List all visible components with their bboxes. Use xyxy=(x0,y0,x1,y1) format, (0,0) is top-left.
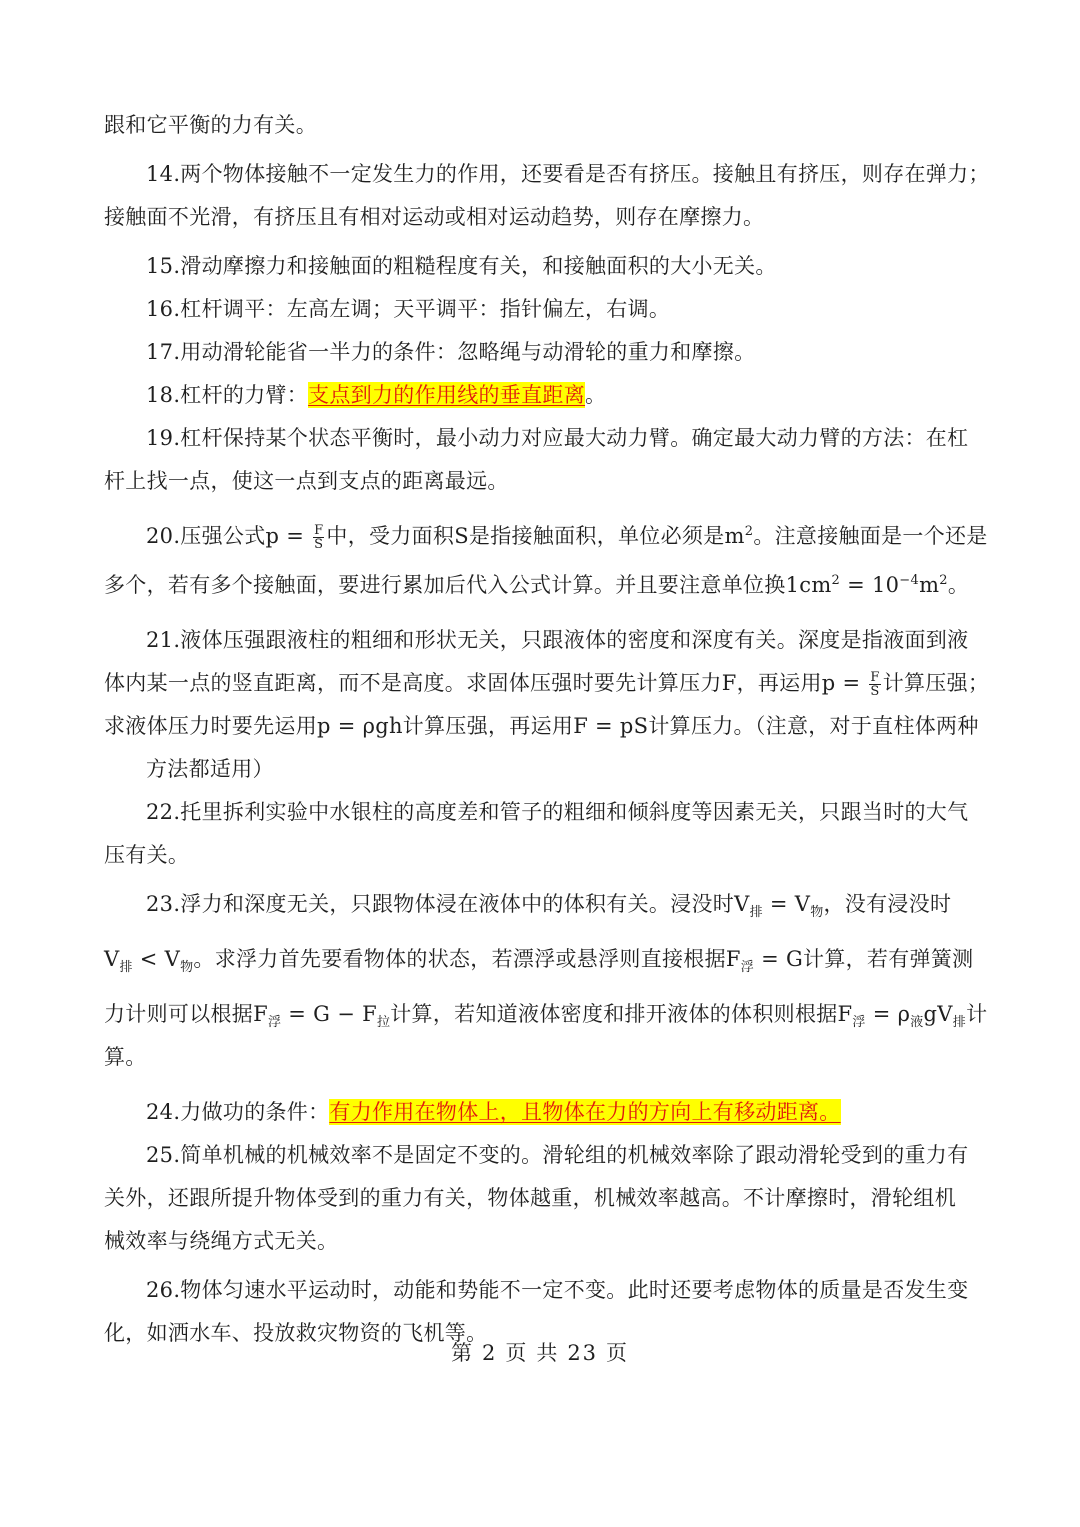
item-18-highlight: 支点到力的作用线的垂直距离 xyxy=(308,383,586,407)
item-20-line-1 xyxy=(104,515,988,558)
rho: = ρ xyxy=(865,1002,911,1026)
volume-symbol: V xyxy=(104,947,120,971)
item-15: 15.滑动摩擦力和接触面的粗糙程度有关，和接触面积的大小无关。 xyxy=(146,254,777,278)
item-19-line-1: 19.杠杆保持某个状态平衡时，最小动力对应最大动力臂。确定最大动力臂的方法：在杠 xyxy=(146,426,969,450)
equals: = V xyxy=(762,892,811,916)
superscript: −4 xyxy=(899,573,920,588)
item-19-line-2: 杆上找一点，使这一点到支点的距离最远。 xyxy=(104,469,509,493)
subscript: 液 xyxy=(910,1015,924,1031)
footer-first: 第 xyxy=(450,1341,474,1365)
subscript: 浮 xyxy=(852,1015,866,1031)
period: 。 xyxy=(947,573,970,597)
subscript: 浮 xyxy=(267,1015,282,1031)
item-23-tail: ，没有浸没时 xyxy=(823,892,952,916)
item-23-text: 23.浮力和深度无关，只跟物体浸在液体中的体积有关。浸没时V xyxy=(146,892,750,916)
item-24-prefix: 24.力做功的条件： xyxy=(146,1100,330,1124)
item-23-line-3-mid: 计算，若知道液体密度和排开液体的体积则根据F xyxy=(390,1002,853,1026)
item-18-suffix: 。 xyxy=(585,383,607,407)
subscript: 物 xyxy=(180,960,194,976)
item-25-line-3: 械效率与绕绳方式无关。 xyxy=(104,1229,339,1253)
footer-page-word: 页 xyxy=(505,1341,529,1365)
item-26-line-2: 化，如洒水车、投放救灾物资的飞机等。 xyxy=(104,1321,488,1345)
fraction-numerator: F xyxy=(870,670,880,685)
superscript: 2 xyxy=(831,573,841,588)
text-line: 跟和它平衡的力有关。 xyxy=(104,113,317,137)
item-20-line-2 xyxy=(104,564,984,607)
total-page-count: 23 xyxy=(567,1341,599,1365)
item-16: 16.杠杆调平：左高左调；天平调平：指针偏左，右调。 xyxy=(146,297,671,321)
item-14-line-2: 接触面不光滑，有挤压且有相对运动或相对运动趋势，则存在摩擦力。 xyxy=(104,205,765,229)
page-footer xyxy=(0,1338,1080,1368)
unit: m xyxy=(919,573,940,597)
fraction-denominator: S xyxy=(870,684,880,699)
item-20-formula-prefix: 20.压强公式p = xyxy=(146,524,312,548)
item-18 xyxy=(104,374,984,417)
item-21-line-2-text: 体内某一点的竖直距离，而不是高度。求固体压强时要先计算压力F，再运用p = xyxy=(104,671,868,695)
item-26-line-1: 26.物体匀速水平运动时，动能和势能不一定不变。此时还要考虑物体的质量是否发生变 xyxy=(146,1278,969,1302)
item-14-line-1: 14.两个物体接触不一定发生力的作用，还要看是否有挤压。接触且有挤压，则存在弹力； xyxy=(146,162,990,186)
item-23-line-2-tail: = G计算，若有弹簧测 xyxy=(754,947,974,971)
item-21-line-2-tail: 计算压强； xyxy=(882,671,990,695)
current-page-number: 2 xyxy=(481,1341,498,1365)
equals: = 10 xyxy=(840,573,900,597)
item-21-line-3: 求液体压力时要先运用p = ρgh计算压强，再运用F = pS计算压力。（注意，对于直柱体两种 xyxy=(104,714,979,738)
item-24 xyxy=(104,1091,984,1134)
item-22-line-1: 22.托里拆利实验中水银柱的高度差和管子的粗细和倾斜度等因素无关，只跟当时的大气 xyxy=(146,800,969,824)
subscript: 拉 xyxy=(376,1015,391,1031)
item-22-line-2: 压有关。 xyxy=(104,843,190,867)
gv: gV xyxy=(923,1002,953,1026)
formula: = G − F xyxy=(281,1002,377,1026)
item-17: 17.用动滑轮能省一半力的条件：忽略绳与动滑轮的重力和摩擦。 xyxy=(146,340,756,364)
item-25-line-2: 关外，还跟所提升物体受到的重力有关，物体越重，机械效率越高。不计摩擦时，滑轮组机 xyxy=(104,1186,956,1210)
subscript: 浮 xyxy=(740,960,755,976)
footer-total-word: 共 xyxy=(536,1341,560,1365)
subscript: 排 xyxy=(119,960,133,976)
subscript: 物 xyxy=(810,905,824,921)
item-23-line-2 xyxy=(104,938,984,981)
item-20-text: 中，受力面积S是指接触面积，单位必须是m xyxy=(326,524,745,548)
less-than: < V xyxy=(132,947,181,971)
item-20-tail: 。注意接触面是一个还是 xyxy=(753,524,988,548)
subscript: 排 xyxy=(749,905,763,921)
item-23-line-1 xyxy=(104,883,984,926)
footer-last: 页 xyxy=(606,1341,630,1365)
item-25-line-1: 25.简单机械的机械效率不是固定不变的。滑轮组的机械效率除了跟动滑轮受到的重力有 xyxy=(146,1143,969,1167)
superscript: 2 xyxy=(939,573,948,588)
fraction-denominator: S xyxy=(314,537,324,552)
item-23-line-3 xyxy=(104,993,988,1036)
subscript: 排 xyxy=(952,1015,967,1031)
superscript: 2 xyxy=(744,524,754,539)
item-18-prefix: 18.杠杆的力臂： xyxy=(146,383,309,407)
item-23-line-3-end: 计 xyxy=(966,1002,988,1026)
item-24-highlight: 有力作用在物体上，且物体在力的方向上有移动距离。 xyxy=(329,1100,841,1124)
item-20-line-2-text: 多个，若有多个接触面，要进行累加后代入公式计算。并且要注意单位换1cm xyxy=(104,573,832,597)
pressure-fraction xyxy=(313,524,324,551)
item-23-line-2-text: 。求浮力首先要看物体的状态，若漂浮或悬浮则直接根据F xyxy=(193,947,741,971)
item-21-line-2 xyxy=(104,662,990,705)
item-23-line-3-text: 力计则可以根据F xyxy=(104,1002,268,1026)
page-body xyxy=(104,104,990,1355)
item-21-line-1: 21.液体压强跟液柱的粗细和形状无关，只跟液体的密度和深度有关。深度是指液面到液 xyxy=(146,628,969,652)
pressure-fraction xyxy=(869,671,880,698)
item-23-line-4: 算。 xyxy=(104,1045,147,1069)
item-21-line-4: 方法都适用） xyxy=(146,757,274,781)
fraction-numerator: F xyxy=(314,523,324,538)
